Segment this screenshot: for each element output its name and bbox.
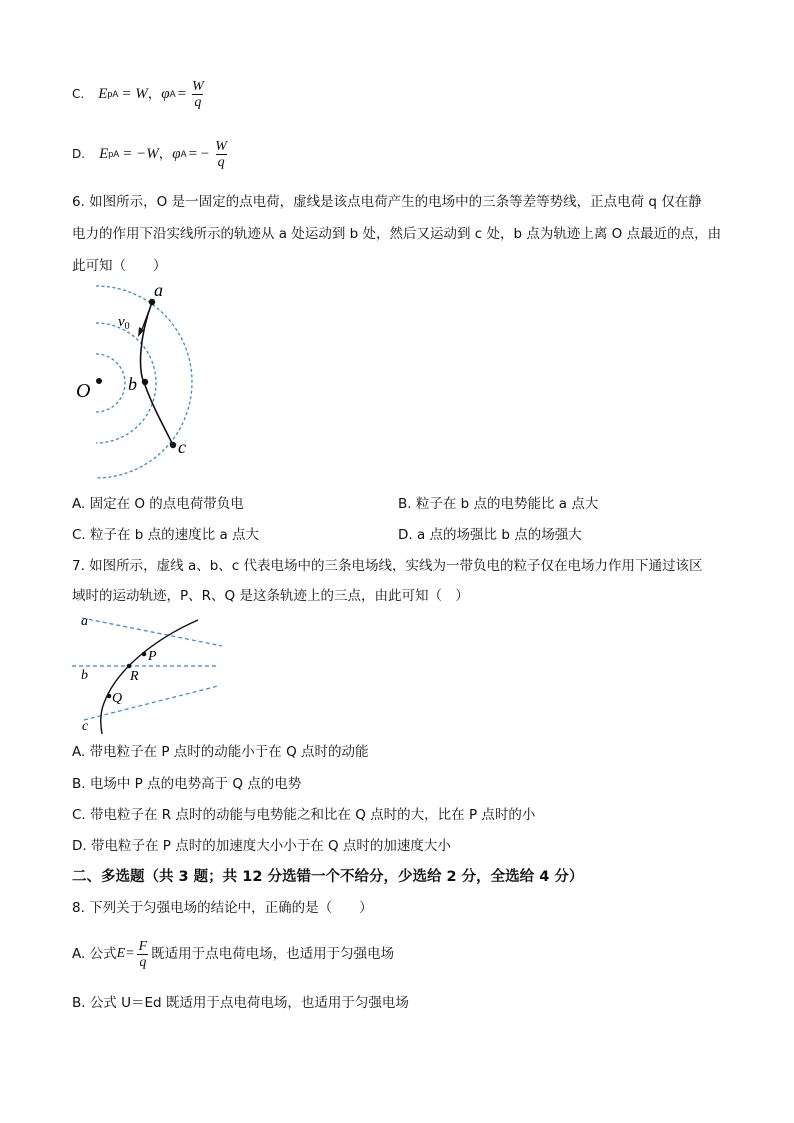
q8-stem: 8. 下列关于匀强电场的结论中，正确的是（ ）: [72, 900, 373, 916]
label-v0: [118, 314, 130, 332]
option-prefix: A. 公式: [72, 946, 117, 962]
label-b: b: [128, 374, 137, 394]
label-b: b: [81, 668, 88, 683]
q6-stem-line3: 此可知（ ）: [72, 258, 167, 274]
q7-option-d: D. 带电粒子在 P 点时的加速度大小小于在 Q 点时的加速度大小: [72, 838, 451, 854]
label-o: O: [76, 380, 91, 402]
separator: ，: [158, 146, 173, 162]
option-rest: 既适用于点电荷电场，也适用于匀强电场: [151, 946, 395, 962]
point-b: [142, 379, 148, 385]
equals-minus-sign: = −: [188, 146, 210, 162]
potential-symbol: φ: [172, 146, 181, 162]
q7-stem-line1: 7. 如图所示，虚线 a、b、c 代表电场中的三条电场线，实线为一带负电的粒子仅在电场力作用下通过该区: [72, 558, 703, 574]
q6-figure: [70, 280, 210, 490]
q6-option-d: D. a 点的场强比 b 点的场强大: [398, 527, 582, 543]
q6-stem-line2: 电力的作用下沿实线所示的轨迹从 a 处运动到 b 处，然后又运动到 c 处，b 点为轨迹上离 O 点最近的点，由: [72, 226, 722, 242]
energy-subscript: pA: [107, 89, 119, 99]
q5-option-d: [72, 134, 231, 174]
potential-symbol: φ: [161, 86, 170, 102]
field-line-a: [82, 618, 222, 646]
point-q: [107, 694, 112, 699]
potential-subscript: A: [169, 89, 176, 99]
q7-option-c: C. 带电粒子在 R 点时的动能与电势能之和比在 Q 点时的大，比在 P 点时的小: [72, 807, 536, 823]
energy-symbol: E: [98, 86, 108, 102]
section-heading: 二、多选题（共 3 题；共 12 分选错一个不给分，少选给 2 分，全选给 4 分）: [72, 869, 584, 885]
q6-option-a: A. 固定在 O 的点电荷带负电: [72, 496, 244, 512]
v0-main: v: [118, 314, 125, 330]
q6-stem-line1: 6. 如图所示，O 是一固定的点电荷，虚线是该点电荷产生的电场中的三条等差等势线，正点电荷 q 仅在静: [72, 194, 702, 210]
option-label: C.: [72, 87, 85, 101]
v0-subscript: 0: [124, 321, 130, 332]
energy-relation: = −W: [122, 146, 159, 162]
q6-option-b: B. 粒子在 b 点的电势能比 a 点大: [398, 496, 599, 512]
label-p: P: [148, 649, 157, 664]
energy-subscript: pA: [108, 149, 120, 159]
label-a: a: [154, 280, 163, 300]
label-c: c: [82, 719, 89, 734]
fraction: [213, 139, 229, 170]
q8-option-a: [72, 932, 394, 976]
label-q: Q: [112, 691, 123, 706]
trajectory: [101, 620, 198, 734]
fraction-denominator: q: [194, 94, 202, 110]
q8-option-b: B. 公式 U＝Ed 既适用于点电荷电场，也适用于匀强电场: [72, 995, 409, 1011]
potential-subscript: A: [180, 149, 187, 159]
fraction-numerator: W: [215, 138, 227, 154]
option-label: D.: [72, 147, 86, 161]
equals-sign: =: [177, 86, 187, 102]
fraction-numerator: W: [192, 78, 204, 94]
q5-option-c: [72, 74, 208, 114]
q7-stem-line2: 域时的运动轨迹，P、R、Q 是这条轨迹上的三点，由此可知（ ）: [72, 588, 469, 604]
fraction-denominator: q: [139, 954, 147, 970]
q7-option-a: A. 带电粒子在 P 点时的动能小于在 Q 点时的动能: [72, 744, 369, 760]
point-c: [170, 442, 176, 448]
formula-lhs: E=: [116, 946, 135, 961]
fraction-numerator: F: [138, 938, 148, 954]
point-o: [96, 378, 102, 384]
trajectory: [141, 302, 173, 445]
energy-relation: = W: [121, 86, 148, 102]
fraction: [137, 939, 150, 970]
energy-symbol: E: [99, 146, 109, 162]
label-a: a: [81, 614, 88, 629]
separator: ，: [147, 86, 162, 102]
fraction-denominator: q: [217, 154, 225, 170]
q7-option-b: B. 电场中 P 点的电势高于 Q 点的电势: [72, 776, 302, 792]
velocity-arrow: [141, 308, 150, 332]
point-p: [142, 652, 147, 657]
fraction: [190, 79, 206, 110]
label-c: c: [178, 437, 186, 457]
point-r: [127, 664, 132, 669]
label-r: R: [130, 669, 139, 684]
q6-option-c: C. 粒子在 b 点的速度比 a 点大: [72, 527, 260, 543]
q7-figure: [72, 608, 228, 738]
